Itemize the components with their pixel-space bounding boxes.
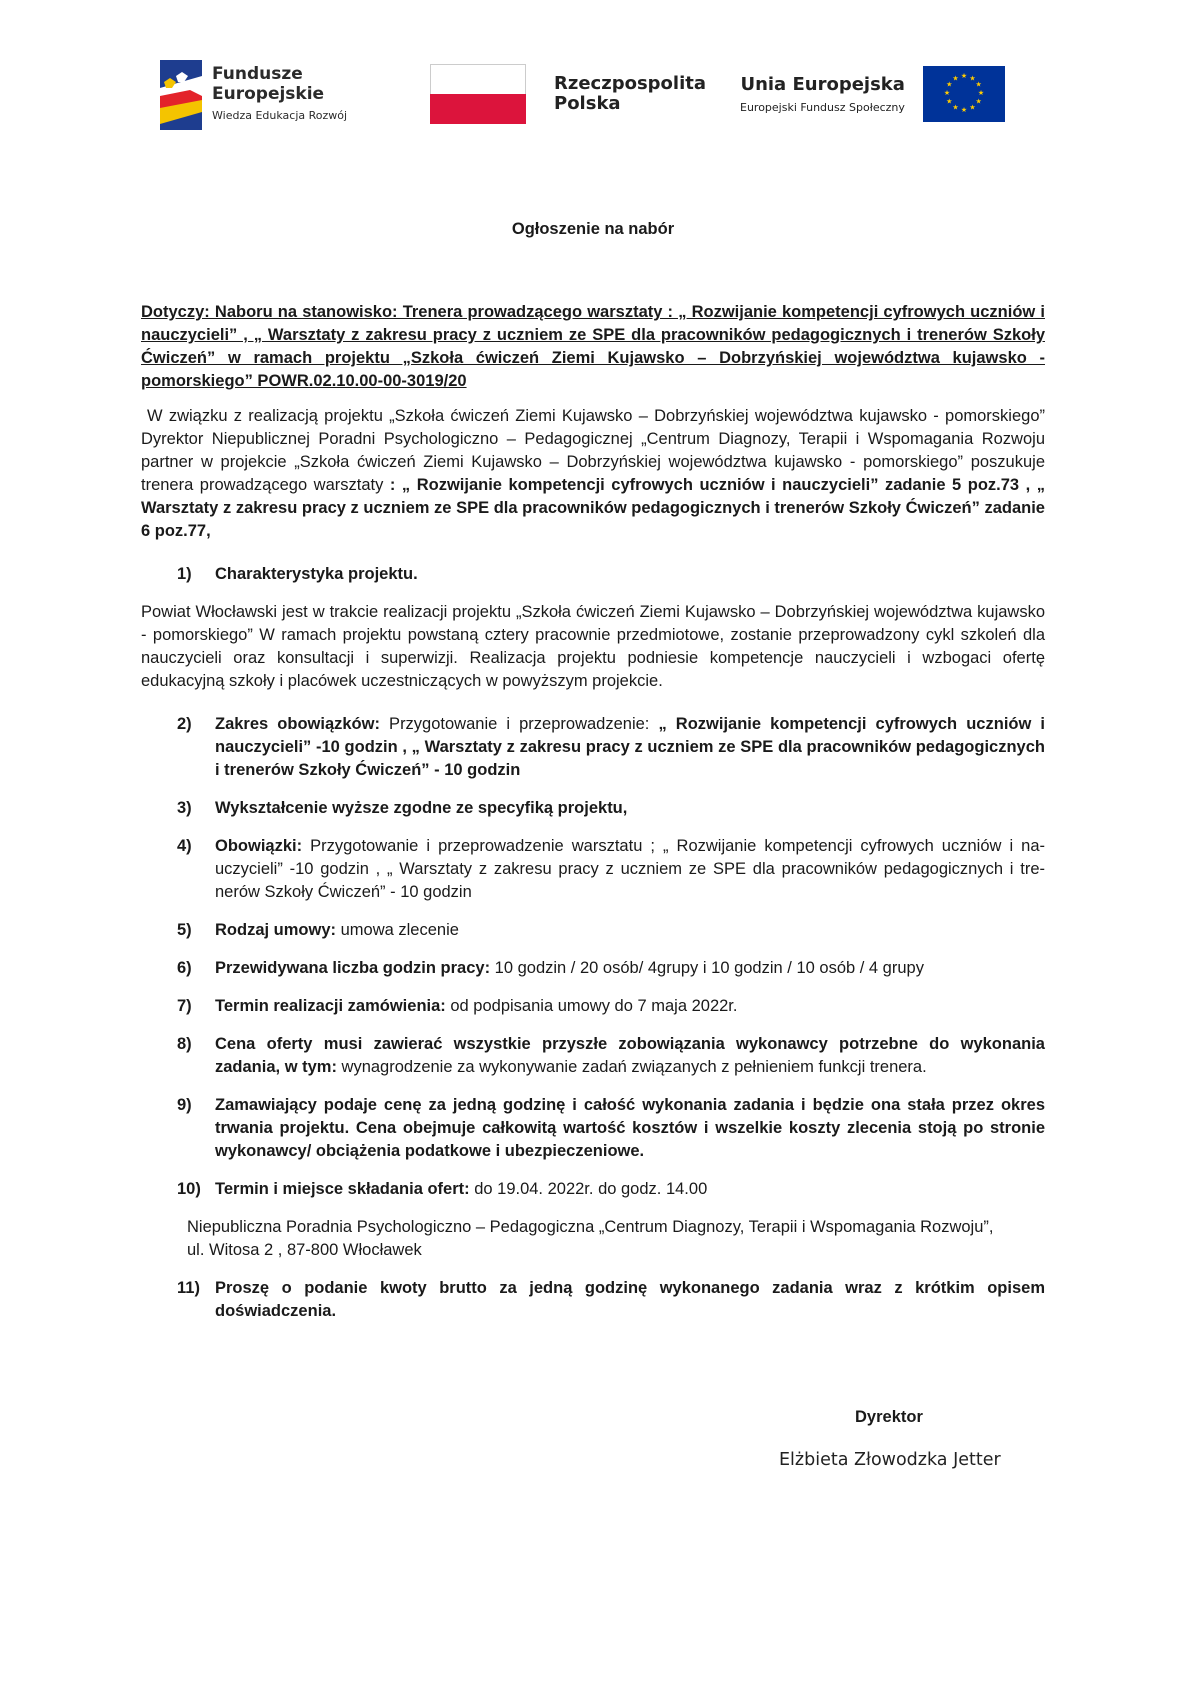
- item-number: 4): [177, 837, 192, 855]
- list-item-7: [141, 995, 1045, 1018]
- item-number: 3): [177, 799, 192, 817]
- header-logos: [160, 60, 1040, 140]
- intro-bold: : „ Rozwijanie kompetencji cyfrowych uczniów i nauczycieli” zadanie 5 poz.73 , „ Warsztaty z zakresu pracy z uczniem ze SPE dla pracowników pedagogicznych i trenerów Szkoły Ćwiczeń” zadanie 6 poz.77,: [141, 476, 1045, 540]
- logo-rzeczpospolita: [430, 64, 706, 124]
- ue-text: [740, 74, 905, 114]
- item-label: Przewidywana liczba godzin pracy:: [215, 959, 491, 977]
- polish-flag-icon: [430, 64, 526, 124]
- fe-text: [212, 64, 347, 126]
- item-text: do 19.04. 2022r. do godz. 14.00: [469, 1180, 708, 1198]
- item-text: Przygotowanie i przeprowadzenie warsztatu ; „ Rozwijanie kompetencji cyfrowych uczniów i na- uczycieli” -10 godzin , „ Warsztaty z zakresu pracy z uczniem ze SPE dla pracowników pedagogicznych i tre- nerów Szkoły Ćwiczeń” - 10 godzin: [215, 837, 1045, 901]
- document-body: [141, 218, 1045, 1338]
- address-line-1: Niepubliczna Poradnia Psychologiczno – Pedagogiczna „Centrum Diagnozy, Terapii i Wspomagania Rozwoju”,: [187, 1218, 994, 1236]
- rp-text: [554, 74, 706, 114]
- svg-text:★: ★: [960, 72, 968, 80]
- address-block: [141, 1216, 1045, 1262]
- rp-line2: Polska: [554, 93, 621, 114]
- item-number: 1): [177, 565, 192, 583]
- list-item-9: [141, 1094, 1045, 1163]
- item-number: 8): [177, 1035, 192, 1053]
- list-item-5: [141, 919, 1045, 942]
- list-item-2: [141, 713, 1045, 782]
- list-item-6: [141, 957, 1045, 980]
- item-label: Wykształcenie wyższe zgodne ze specyfiką projektu,: [215, 799, 628, 817]
- item-label: Proszę o podanie kwoty brutto za jedną godzinę wykonanego zadania wraz z krótkim opisem doświadczenia.: [215, 1279, 1045, 1320]
- item-label: Termin i miejsce składania ofert:: [215, 1180, 470, 1198]
- list-item-1: [141, 563, 1045, 586]
- item-number: 7): [177, 997, 192, 1015]
- svg-text:★: ★: [969, 103, 976, 112]
- item-label: Termin realizacji zamówienia:: [215, 997, 446, 1015]
- fe-sub: Wiedza Edukacja Rozwój: [212, 109, 348, 122]
- item-label: Obowiązki:: [215, 837, 303, 855]
- item-text: od podpisania umowy do 7 maja 2022r.: [445, 997, 738, 1015]
- item-label: Cena oferty musi zawierać wszystkie przyszłe zobowiązania wykonawcy potrzebne do wykonania zadania, w tym:: [215, 1035, 1045, 1076]
- fe-line1: Fundusze: [212, 64, 303, 84]
- fe-emblem-icon: [160, 60, 202, 130]
- svg-text:★: ★: [952, 103, 959, 112]
- logo-unia-europejska: [740, 66, 1005, 122]
- item-number: 10): [177, 1180, 201, 1198]
- svg-text:★: ★: [952, 74, 959, 83]
- item-text: wynagrodzenie za wykonywanie zadań związanych z pełnieniem funkcji trenera.: [336, 1058, 927, 1076]
- item-number: 2): [177, 715, 192, 733]
- svg-text:★: ★: [946, 97, 953, 106]
- item-label: Charakterystyka projektu.: [215, 565, 418, 583]
- item-text: umowa zlecenie: [336, 921, 459, 939]
- item-bold-text: „ Rozwijanie kompetencji cyfrowych uczniów i nauczycieli” -10 godzin , „ Warsztaty z zakresu pracy z uczniem ze SPE dla pracowników pedagogicznych i trenerów Szkoły Ćwiczeń” - 10 godzin: [215, 715, 1045, 779]
- item-text: 10 godzin / 20 osób/ 4grupy i 10 godzin / 10 osób / 4 grupy: [490, 959, 924, 977]
- eu-flag-icon: [923, 66, 1005, 122]
- list-item-11: [141, 1277, 1045, 1323]
- svg-text:★: ★: [969, 74, 976, 83]
- list-item-10: [141, 1178, 1045, 1201]
- item-number: 9): [177, 1096, 192, 1114]
- intro-paragraph: [141, 405, 1045, 543]
- project-description: Powiat Włocławski jest w trakcie realizacji projektu „Szkoła ćwiczeń Ziemi Kujawsko – Dobrzyńskiej województwa kujawsko - pomorskiego” W ramach projektu powstaną cztery pracownie przedmiotowe, zostanie przeprowadzony cykl szkoleń dla nauczycieli oraz konsultacji i superwizji. Realizacja projektu podniesie kompetencje nauczycieli i wzbogaci ofertę edukacyjną szkoły i placówek uczestniczących w powyższym projekcie.: [141, 603, 1045, 690]
- item-label: Rodzaj umowy:: [215, 921, 337, 939]
- svg-text:★: ★: [943, 89, 951, 97]
- signature-name: Elżbieta Złowodzka Jetter: [779, 1450, 1001, 1470]
- subject: Dotyczy: Naboru na stanowisko: Trenera prowadzącego warsztaty : „ Rozwijanie kompetencji cyfrowych uczniów i nauczycieli” , „ Warsztaty z zakresu pracy z uczniem ze SPE dla pracowników pedagogicznych i trenerów Szkoły Ćwiczeń” w ramach projektu „Szkoła ćwiczeń Ziemi Kujawsko – Dobrzyńskiej województwa kujawsko - pomorskiego” POWR.02.10.00-00-3019/20: [141, 303, 1045, 390]
- svg-text:★: ★: [975, 97, 982, 106]
- svg-text:★: ★: [960, 106, 968, 114]
- item-label: Zamawiający podaje cenę za jedną godzinę i całość wykonania zadania i będzie ona stała przez okres trwania projektu. Cena obejmuje całkowitą wartość kosztów i wszelkie koszty zlecenia stoją po stronie wykonawcy/ obciążenia podatkowe i ubezpieczeniowe.: [215, 1096, 1045, 1160]
- logo-fundusze-europejskie: [160, 60, 347, 130]
- address-line-2: ul. Witosa 2 , 87-800 Włocławek: [187, 1241, 422, 1259]
- item-label: Zakres obowiązków:: [215, 715, 380, 733]
- item-number: 11): [177, 1279, 200, 1297]
- svg-text:★: ★: [977, 89, 985, 97]
- list-item-4: [141, 835, 1045, 904]
- svg-text:★: ★: [975, 80, 982, 89]
- item-number: 6): [177, 959, 192, 977]
- ue-title: Unia Europejska: [740, 74, 905, 95]
- ue-sub: Europejski Fundusz Społeczny: [740, 101, 905, 114]
- list-item-3: [141, 797, 1045, 820]
- signature-title: Dyrektor: [855, 1408, 923, 1426]
- page-title: Ogłoszenie na nabór: [511, 220, 675, 238]
- svg-text:★: ★: [946, 80, 953, 89]
- item-text: Przygotowanie i przeprowadzenie:: [379, 715, 659, 733]
- list-item-8: [141, 1033, 1045, 1079]
- rp-line1: Rzeczpospolita: [554, 73, 706, 94]
- fe-line2: Europejskie: [212, 84, 325, 104]
- intro-text: W związku z realizacją projektu „Szkoła ćwiczeń Ziemi Kujawsko – Dobrzyńskiej województwa kujawsko - pomorskiego” Dyrektor Niepublicznej Poradni Psychologiczno – Pedagogicznej „Centrum Diagnozy, Terapii i Wspomagania Rozwoju partner w projekcie „Szkoła ćwiczeń Ziemi Kujawsko – Dobrzyńskiej województwa kujawsko - pomorskiego” poszukuje trenera prowadzącego warsztaty: [141, 407, 1045, 494]
- item-number: 5): [177, 921, 192, 939]
